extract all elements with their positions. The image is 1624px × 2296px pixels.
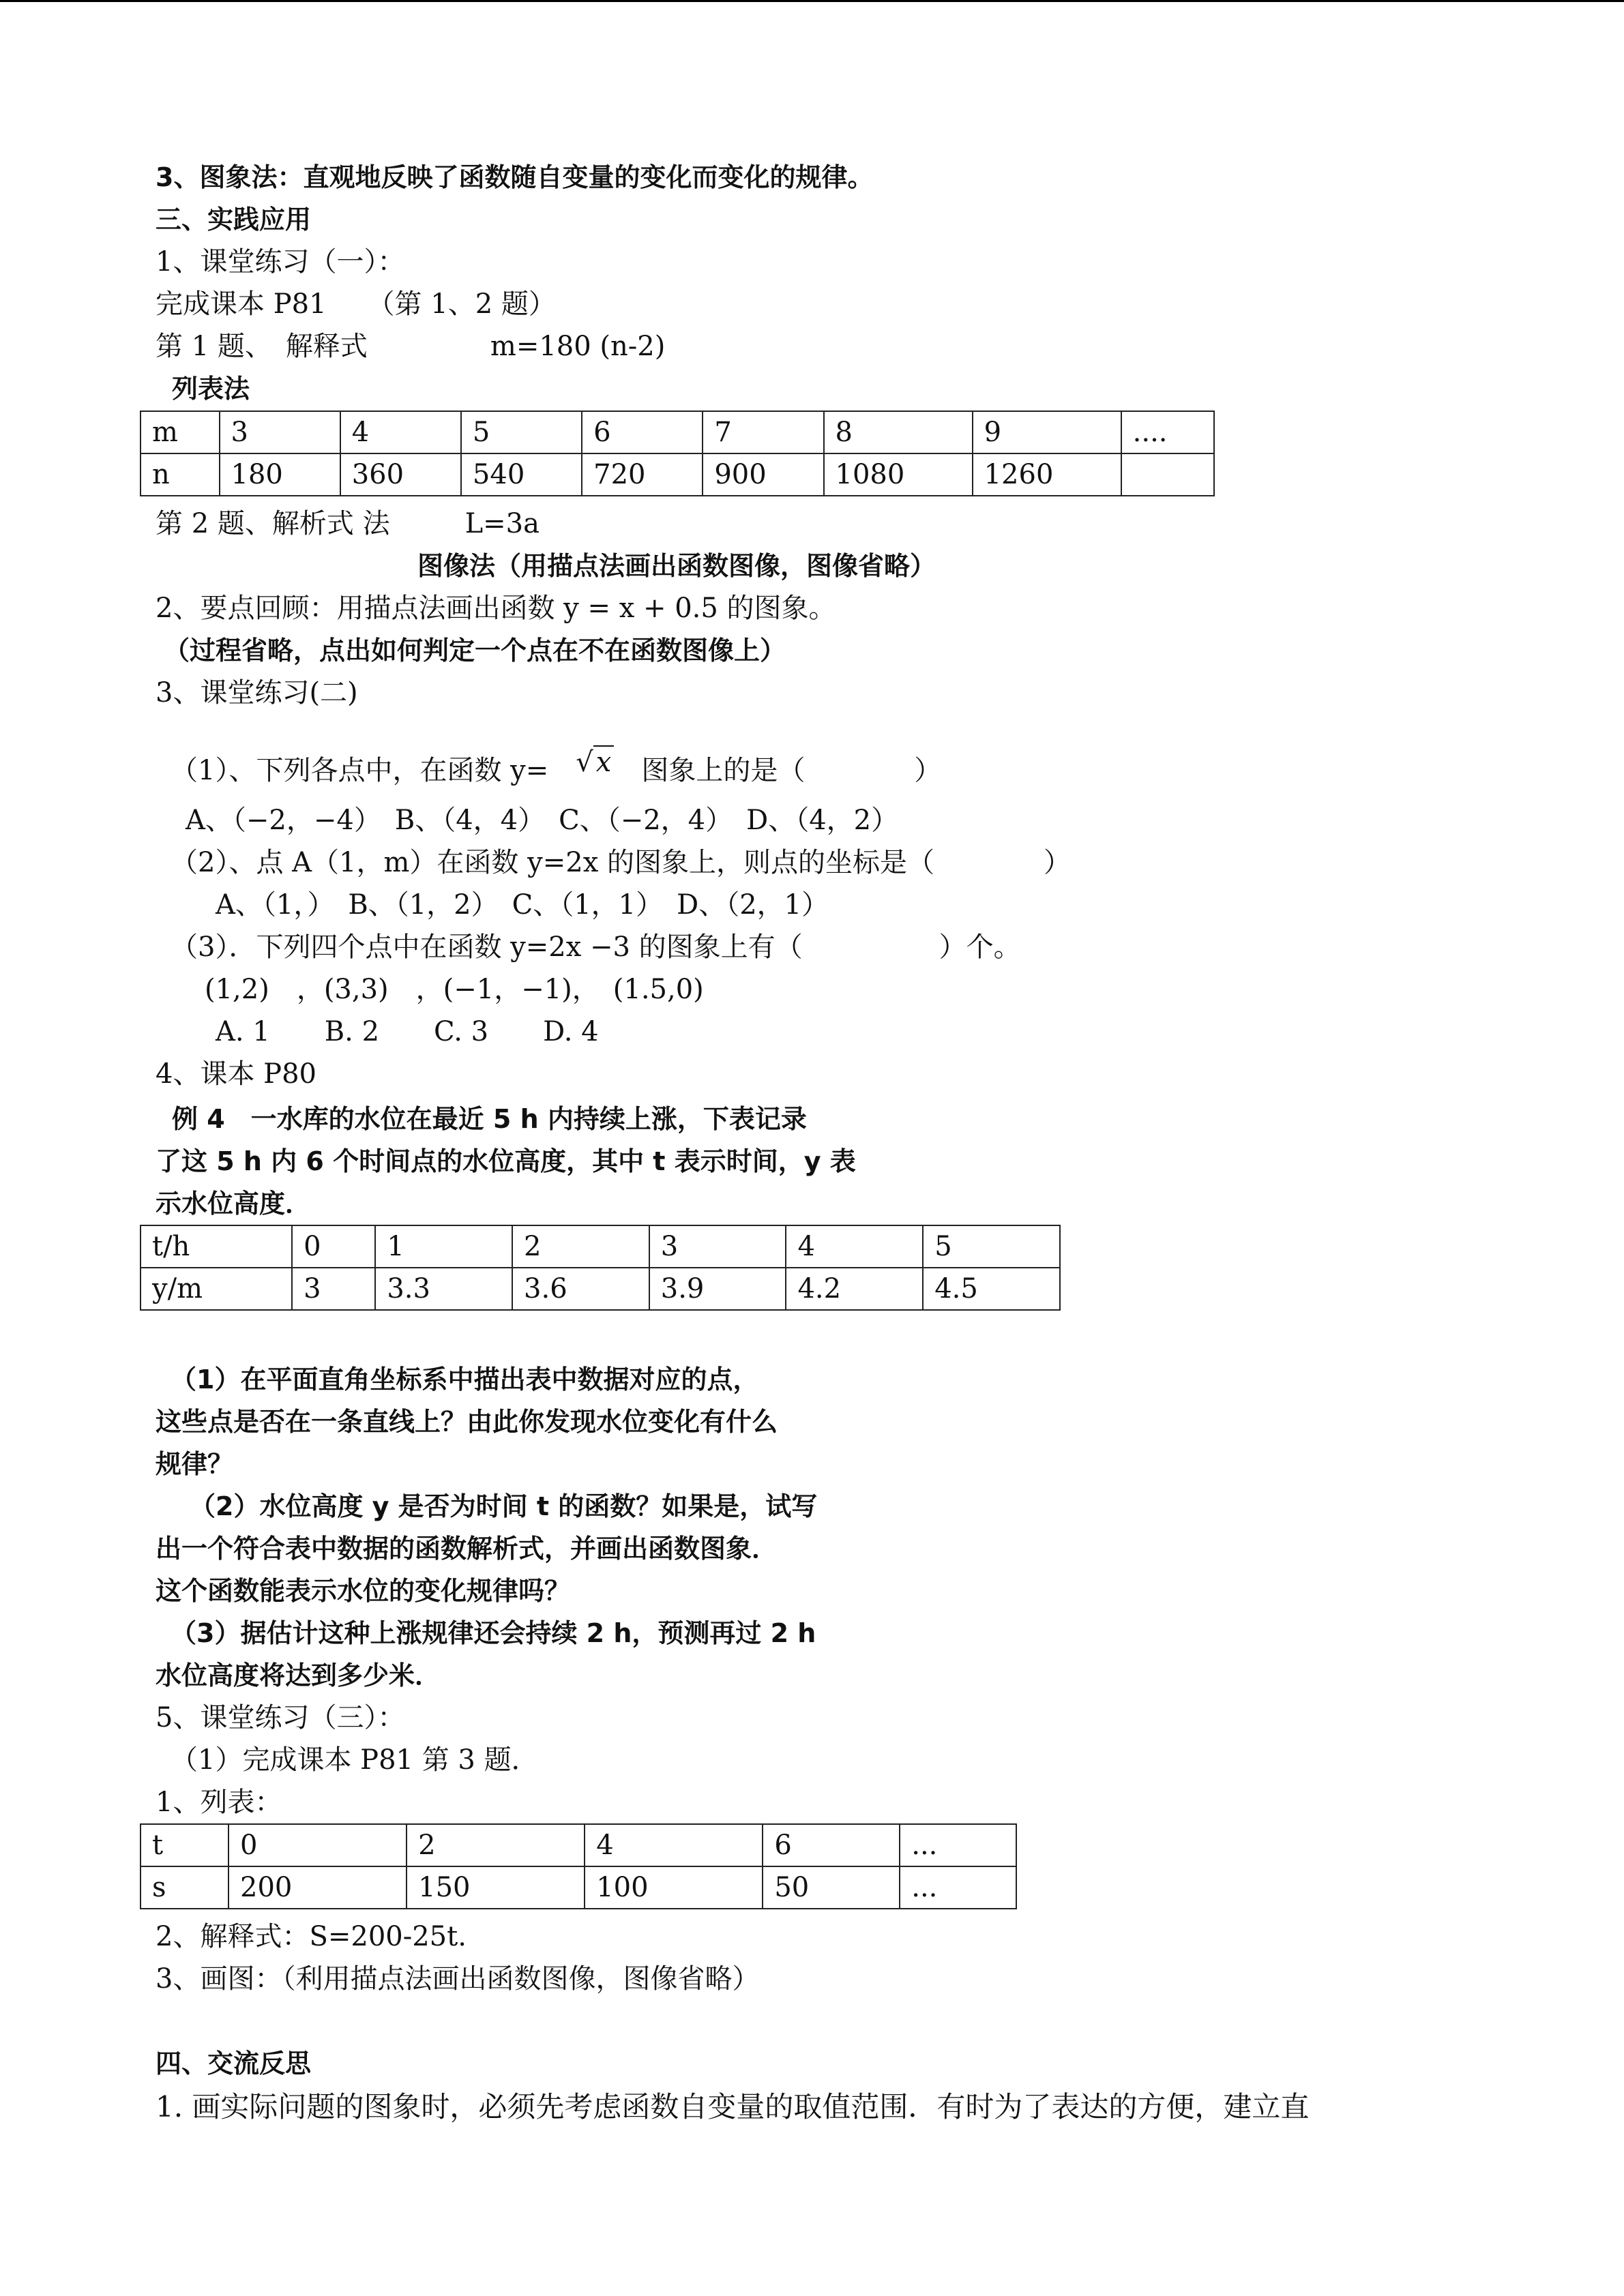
part-1-line-2: 这些点是否在一条直线上？由此你发现水位变化有什么 [156, 1407, 778, 1437]
textbook-p80-heading: 4、课本 P80 [156, 1058, 316, 1090]
radicand: x [593, 745, 615, 778]
table-cell: 200 [228, 1866, 407, 1909]
table-row [141, 1268, 1060, 1310]
table-cell: 5 [461, 411, 582, 453]
section-3-heading: 三、实践应用 [156, 205, 312, 235]
key-points-line: 2、要点回顾：用描点法画出函数 y = x + 0.5 的图象。 [156, 593, 836, 624]
part-3-line-1: （3）据估计这种上涨规律还会持续 2 h，预测再过 2 h [171, 1618, 816, 1648]
exercise-3-heading: 5、课堂练习（三）： [156, 1702, 405, 1733]
section-4-heading: 四、交流反思 [156, 2048, 312, 2078]
table-cell: 100 [585, 1866, 763, 1909]
exercise-2-heading: 3、课堂练习(二) [156, 677, 358, 709]
table-cell: t/h [141, 1225, 292, 1268]
table-cell: ... [900, 1866, 1016, 1909]
table-cell: 4 [786, 1225, 923, 1268]
question-2-1-line [171, 743, 941, 790]
reflection-line-1: 1. 画实际问题的图象时，必须先考虑函数自变量的取值范围．有时为了表达的方便，建立直 [156, 2090, 1310, 2123]
formula-s-line: 2、解释式：S=200-25t. [156, 1921, 467, 1952]
top-border-line [0, 0, 1624, 2]
part-2-line-2: 出一个符合表中数据的函数解析式，并画出函数图象． [156, 1534, 778, 1564]
table-cell: 9 [973, 411, 1121, 453]
table-cell: 3.6 [512, 1268, 649, 1310]
table-cell: ... [900, 1824, 1016, 1866]
sqrt-symbol: √ x [576, 743, 614, 781]
table-cell: y/m [141, 1268, 292, 1310]
process-note-line: （过程省略，点出如何判定一个点在不在函数图像上） [164, 636, 786, 666]
table-cell: 1080 [824, 453, 973, 496]
table-cell: 2 [512, 1225, 649, 1268]
question-2-line [156, 505, 540, 543]
table-cell: 6 [763, 1824, 900, 1866]
table-cell: 540 [461, 453, 582, 496]
table-cell: 50 [763, 1866, 900, 1909]
table-row [141, 411, 1214, 453]
formula-m: m=180 (n-2) [490, 331, 666, 362]
table-row [141, 453, 1214, 496]
question-2-2-options: A、（1，） B、（1，2） C、（1，1） D、（2，1） [216, 889, 829, 921]
table-row [141, 1225, 1060, 1268]
question-1-label: 第 1 题、 解释式 [156, 331, 368, 362]
table-cell: m [141, 411, 220, 453]
table-cell: 3 [220, 411, 340, 453]
question-2-2-line: （2）、点 A（1，m）在函数 y=2x 的图象上，则点的坐标是（ ） [171, 847, 1071, 878]
table-cell: 720 [582, 453, 703, 496]
question-2-label: 第 2 题、解析式 法 [156, 508, 390, 539]
method-graph-line: 3、图象法：直观地反映了函数随自变量的变化而变化的规律。 [156, 162, 874, 192]
table-cell: 4 [340, 411, 461, 453]
question-2-1-options: A、（−2，−4） B、（4，4） C、（−2，4） D、（4，2） [186, 805, 899, 836]
table-cell: 4 [585, 1824, 763, 1866]
question-2-3-line: （3）．下列四个点中在函数 y=2x −3 的图象上有（ ）个。 [171, 931, 1021, 963]
table-cell: 4.2 [786, 1268, 923, 1310]
table-cell: 2 [407, 1824, 585, 1866]
table-cell [1121, 453, 1214, 496]
table-cell: 6 [582, 411, 703, 453]
question-2-1-tail: 图象上的是（ ） [641, 755, 942, 786]
list-table-label: 1、列表： [156, 1787, 282, 1818]
table-cell: 900 [703, 453, 823, 496]
table-cell: 1 [375, 1225, 512, 1268]
draw-graph-line: 3、画图：（利用描点法画出函数图像，图像省略） [156, 1963, 760, 1995]
exercise-3-task: （1）完成课本 P81 第 3 题． [171, 1744, 539, 1776]
table-row [141, 1866, 1016, 1909]
table-m-n [140, 411, 1215, 496]
part-3-line-2: 水位高度将达到多少米． [156, 1660, 441, 1690]
textbook-ref-line: 完成课本 P81 （第 1、2 题） [156, 288, 556, 320]
exercise-1-heading: 1、课堂练习（一）： [156, 246, 405, 278]
question-2-1-stem: （1）、下列各点中，在函数 y= [171, 755, 549, 786]
table-cell: 150 [407, 1866, 585, 1909]
table-cell: 3.3 [375, 1268, 512, 1310]
table-cell: 5 [923, 1225, 1060, 1268]
table-cell: 0 [228, 1824, 407, 1866]
table-cell: 8 [824, 411, 973, 453]
table-cell: 3 [292, 1268, 375, 1310]
table-water-level [140, 1225, 1061, 1311]
table-cell: 4.5 [923, 1268, 1060, 1310]
question-2-3-options: A. 1 B. 2 C. 3 D. 4 [216, 1016, 599, 1047]
question-2-3-points: (1,2) ，(3,3) ，(−1，−1)， (1.5,0) [205, 974, 704, 1005]
table-cell: 180 [220, 453, 340, 496]
table-t-s [140, 1823, 1017, 1909]
graph-method-line: 图像法（用描点法画出函数图像，图像省略） [417, 551, 936, 581]
table-row [141, 1824, 1016, 1866]
question-1-line [156, 327, 665, 366]
example-4-line-3: 示水位高度． [156, 1189, 312, 1219]
table-cell: s [141, 1866, 228, 1909]
table-cell: .... [1121, 411, 1214, 453]
part-2-line-1: （2）水位高度 y 是否为时间 t 的函数？如果是，试写 [190, 1491, 818, 1521]
table-method-label: 列表法 [172, 374, 250, 404]
table-cell: 0 [292, 1225, 375, 1268]
table-cell: 3 [649, 1225, 786, 1268]
example-4-line-2: 了这 5 h 内 6 个时间点的水位高度，其中 t 表示时间，y 表 [156, 1146, 856, 1176]
table-cell: n [141, 453, 220, 496]
table-cell: 3.9 [649, 1268, 786, 1310]
table-cell: 7 [703, 411, 823, 453]
example-4-line-1: 例 4 一水库的水位在最近 5 h 内持续上涨，下表记录 [172, 1104, 807, 1134]
table-cell: 360 [340, 453, 461, 496]
part-1-line-3: 规律？ [156, 1449, 234, 1479]
part-1-line-1: （1）在平面直角坐标系中描出表中数据对应的点， [171, 1365, 759, 1395]
table-cell: 1260 [973, 453, 1121, 496]
part-2-line-3: 这个函数能表示水位的变化规律吗？ [156, 1576, 571, 1606]
table-cell: t [141, 1824, 228, 1866]
formula-l: L=3a [464, 508, 540, 539]
